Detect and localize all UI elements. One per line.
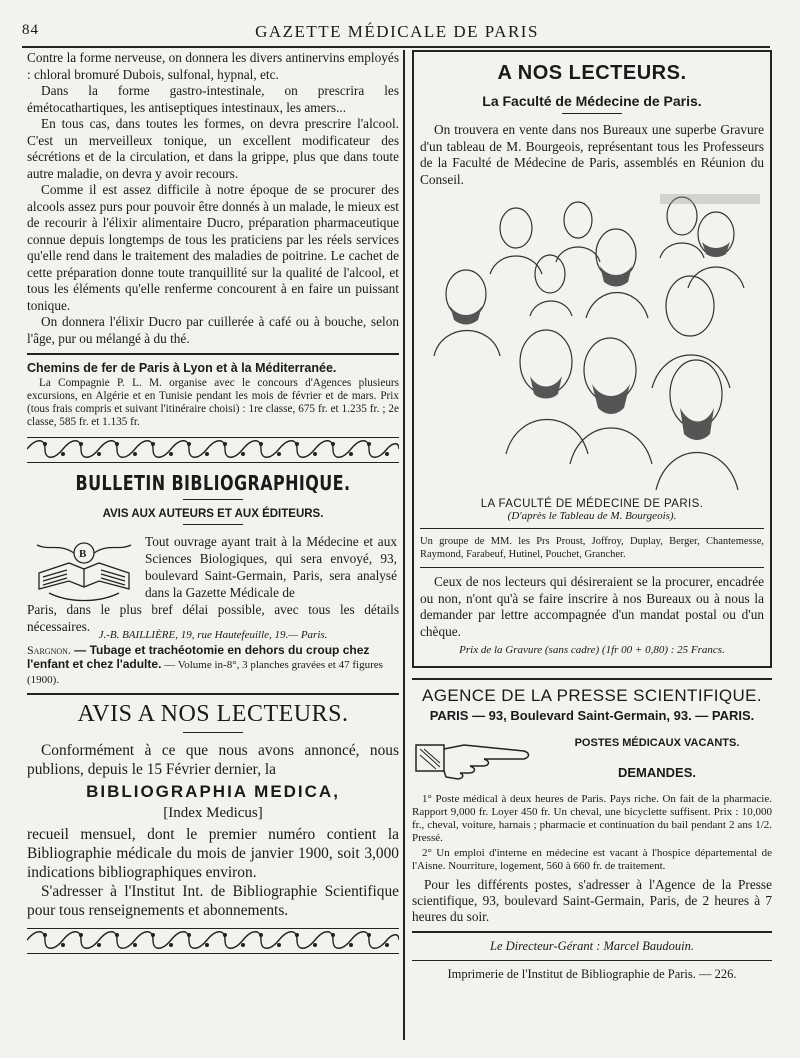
scroll-ornament-icon bbox=[27, 929, 399, 951]
paragraph-ducro: Comme il est assez difficile à notre époque de se procurer des alcools assez purs pour pouvoir être donnés à un malade, le mieux est de recourir à l'élixir alimentaire Ducro, préparation pharmaceutique connue depuis longtemps de tous les praticiens par les réels services qu'elle rend dans le traitement des maladies de poitrine. Le cachet de cette préparation donne toute tranquillité sur la qualité de l'alcool, et tous les éléments qu'elle renferme concourent à en faire un puissant tonique. bbox=[27, 182, 399, 313]
book-title: — Tubage et trachéotomie en dehors du croup chez l'enfant et chez l'adulte. bbox=[27, 643, 370, 671]
page-number: 84 bbox=[22, 22, 39, 38]
short-rule bbox=[183, 732, 243, 733]
bulletin-text-continued: Paris, dans le plus bref délai possible, avec tous les détails nécessaires. bbox=[27, 602, 399, 634]
scroll-ornament-icon bbox=[27, 438, 399, 460]
professors-list: Un groupe de MM. les Prs Proust, Joffroy, Duplay, Berger, Chantemesse, Raymond, Farabeuf, Hutinel, Pouchet, Grancher. bbox=[420, 536, 764, 560]
procure-text: Ceux de nos lecteurs qui désireraient se la procurer, encadrée ou non, n'ont qu'à se faire inscrire à nos Bureaux ou à nous la demander par lettre accompagnée d'un mandat postal ou d'un chèque. bbox=[420, 574, 764, 639]
svg-text:B: B bbox=[79, 548, 87, 560]
publisher-line: J.-B. BAILLIÈRE, 19, rue Hautefeuille, 19.— Paris. bbox=[98, 629, 328, 641]
footer-rule bbox=[412, 960, 772, 961]
short-rule bbox=[183, 524, 243, 525]
ornament-band bbox=[27, 437, 399, 463]
journal-title: GAZETTE MÉDICALE DE PARIS bbox=[255, 22, 539, 41]
book-details: — Volume in-8°, 3 planches gravées et 47 figures (1900). bbox=[27, 659, 383, 686]
avis-title: AVIS A NOS LECTEURS. bbox=[77, 701, 349, 727]
box-text: On trouvera en vente dans nos Bureaux une superbe Gravure d'un tableau de M. Bourgeois, représentant tous les Professeurs de la Faculté de Médecine de Paris, assemblés en Réunion du Conseil. bbox=[420, 122, 764, 187]
lecteurs-box bbox=[412, 50, 772, 668]
bulletin-text: Tout ouvrage ayant trait à la Médecine et aux Sciences Biologiques, qui sera envoyé, 93, boulevard Saint-Germain, Paris, sera analysé dans la Gazette Médicale de bbox=[145, 534, 397, 600]
price-line: Prix de la Gravure (sans cadre) (1fr 00 + 0,80) : 25 Francs. bbox=[459, 644, 725, 656]
engraving-caption: LA FACULTÉ DE MÉDECINE DE PARIS. bbox=[480, 498, 704, 510]
paragraph-nerveuse: Contre la forme nerveuse, on donnera les divers antinervins employés : chloral bromuré Dubois, sulfonal, hypnal, etc. bbox=[27, 50, 399, 82]
short-rule bbox=[562, 113, 622, 114]
book-author: Sargnon. bbox=[27, 643, 71, 657]
faculty-engraving bbox=[420, 194, 766, 494]
contact-text: Pour les différents postes, s'adresser à l'Agence de la Presse scientifique, 93, boulevard Saint-Germain, Paris, de 2 heures à 7 heures du soir. bbox=[412, 877, 772, 924]
section-rule bbox=[412, 931, 772, 933]
avis-paragraph-3: S'adresser à l'Institut Int. de Bibliographie Scientifique pour tous renseignements et abonnements. bbox=[27, 883, 399, 919]
index-medicus: [Index Medicus] bbox=[163, 805, 263, 821]
section-rule bbox=[27, 353, 399, 355]
book-emblem-icon bbox=[29, 533, 139, 605]
caption-rule bbox=[420, 567, 764, 568]
avis-paragraph-2: recueil mensuel, dont le premier numéro contient la Bibliographie médicale du mois de janvier 1900, soit 3,000 indications bibliographiques environ. bbox=[27, 826, 399, 881]
agence-title: AGENCE DE LA PRESSE SCIENTIFIQUE. bbox=[421, 686, 763, 705]
bibliographia-title: BIBLIOGRAPHIA MEDICA, bbox=[86, 782, 340, 801]
demande-item-1: 1° Poste médical à deux heures de Paris. Pays riche. On fait de la pharmacie. Rapport 9,000 fr. Loyer 450 fr. Un cheval, une bicyclette suffisent. Prix : 10,000 fr., cheval, voiture, harnais ; pharmacie et continuation du bail pendant 2 ans 1/2. Pressé. bbox=[412, 793, 772, 844]
paragraph-alcool: En tous cas, dans toutes les formes, on devra prescrire l'alcool. C'est un merveilleux tonique, un excellent modificateur des sécrétions et de la circulation, et dans la grippe, plus que dans toute autre maladie, on devra y avoir recours. bbox=[27, 116, 399, 181]
agence-address: PARIS — 93, Boulevard Saint-Germain, 93. — PARIS. bbox=[429, 708, 755, 723]
box-title: A NOS LECTEURS. bbox=[497, 62, 687, 84]
section-rule bbox=[412, 678, 772, 680]
column-divider bbox=[403, 50, 405, 1040]
rail-heading: Chemins de fer de Paris à Lyon et à la Méditerranée. bbox=[27, 361, 337, 375]
demande-item-2: 2° Un emploi d'interne en médecine est vacant à l'hospice départemental de l'Aisne. Nourriture, logement, 560 à 660 fr. de traitement. bbox=[412, 847, 772, 872]
short-rule bbox=[183, 499, 243, 500]
postes-vacants-heading: POSTES MÉDICAUX VACANTS. bbox=[574, 737, 740, 749]
header-rule bbox=[22, 46, 770, 48]
caption-rule bbox=[420, 528, 764, 529]
bulletin-block bbox=[27, 533, 399, 634]
ornament-band-bottom bbox=[27, 928, 399, 954]
rail-text: La Compagnie P. L. M. organise avec le concours d'Agences plusieurs excursions, en Algérie et en Tunisie pendant les mois de février et de mars. Prix (tous frais compris et suivant l'itinéraire choisi) : 1re classe, 675 fr. et 1.235 fr. ; 2e classe, 585 fr. et 1.135 fr. bbox=[27, 377, 399, 428]
bulletin-title: BULLETIN BIBLIOGRAPHIQUE. bbox=[75, 471, 351, 495]
box-subtitle: La Faculté de Médecine de Paris. bbox=[482, 93, 702, 109]
page-header bbox=[22, 22, 772, 46]
paragraph-dosage: On donnera l'élixir Ducro par cuillerée à café ou à bouche, selon l'âge, pur ou mélangé à du thé. bbox=[27, 314, 399, 346]
avis-paragraph-1: Conformément à ce que nous avons annoncé, nous publions, depuis le 15 Février dernier, la bbox=[27, 742, 399, 778]
right-column bbox=[412, 50, 772, 984]
bulletin-subtitle: AVIS AUX AUTEURS ET AUX ÉDITEURS. bbox=[102, 508, 324, 520]
directeur-line: Le Directeur-Gérant : Marcel Baudouin. bbox=[490, 939, 694, 953]
section-rule bbox=[27, 693, 399, 695]
demandes-heading: DEMANDES. bbox=[617, 765, 696, 780]
book-entry bbox=[27, 643, 399, 687]
paragraph-gastro: Dans la forme gastro-intestinale, on prescrira les émétocathartiques, les antiseptiques intestinaux, les amers... bbox=[27, 83, 399, 115]
agence-block bbox=[412, 727, 772, 791]
imprimerie-line: Imprimerie de l'Institut de Bibliographie de Paris. — 226. bbox=[447, 967, 737, 981]
engraving-caption-sub: (D'après le Tableau de M. Bourgeois). bbox=[507, 510, 677, 522]
left-column bbox=[27, 50, 399, 962]
pointing-hand-icon bbox=[414, 731, 534, 781]
faculty-portraits-image bbox=[420, 194, 766, 494]
